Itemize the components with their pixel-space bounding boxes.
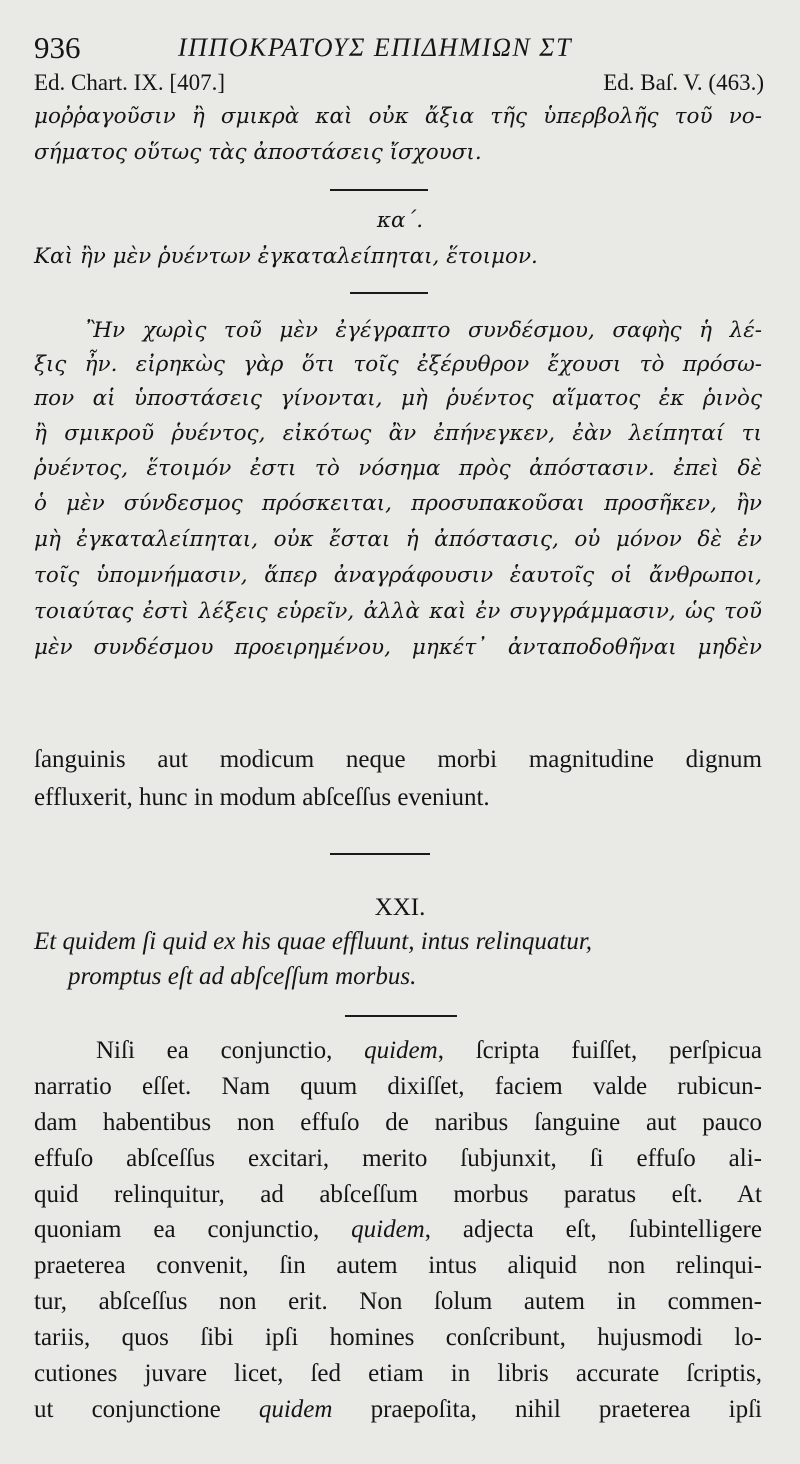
text-run: praeterea convenit, ſin autem intus aliquid non relinqui- (34, 1252, 762, 1279)
section-rule (330, 189, 428, 191)
running-head (34, 30, 764, 68)
latin-section-number: XXI. (374, 894, 426, 921)
running-title: ΙΠΠΟΚΡΑΤΟΥΣ ΕΠΙΔΗΜΙΩΝ ΣΤ (178, 33, 573, 62)
text-run: ut conjunctione (34, 1396, 259, 1423)
latin-commentary-line (34, 1288, 762, 1322)
edition-line (34, 70, 764, 100)
greek-commentary-line: τοῖς ὑπομνήμασιν, ἅπερ ἀναγράφουσιν ἑαυτοῖς οἱ ἄνθρωποι, (34, 563, 762, 588)
text-run: tariis, quos ſibi ipſi homines conſcribunt, hujusmodi lo- (34, 1324, 762, 1351)
greek-commentary-line: ὁ μὲν σύνδεσμος πρόσκειται, προσυπακοῦσαι προσῆκεν, ἢν (34, 491, 762, 516)
greek-aphorism: Καὶ ἢν μὲν ῥυέντων ἐγκαταλείπηται, ἕτοιμον. (34, 244, 538, 269)
greek-commentary-line: ῥυέντος, ἕτοιμόν ἐστι τὸ νόσημα πρὸς ἀπόστασιν. ἐπεὶ δὲ (34, 456, 762, 481)
latin-commentary-line (34, 1396, 762, 1430)
text-run: narratio eſſet. Nam quum dixiſſet, faciem valde rubicun- (34, 1073, 762, 1100)
italic-word: quidem (258, 1396, 333, 1423)
text-run: quid relinquitur, ad abſceſſum morbus paratus eſt. At (34, 1181, 762, 1208)
italic-word: quidem (351, 1216, 425, 1243)
text-run: cutiones juvare licet, ſed etiam in libris accurate ſcriptis, (34, 1360, 762, 1387)
text-run: effuſo abſceſſus excitari, merito ſubjunxit, ſi effuſo ali- (34, 1145, 762, 1172)
text-run: dam habentibus non effuſo de naribus ſanguine aut pauco (34, 1109, 762, 1136)
text-run: , ſcripta fuiſſet, perſpicua (437, 1037, 762, 1064)
latin-commentary-line (34, 1324, 762, 1358)
latin-commentary-line (96, 1037, 762, 1071)
greek-commentary-line: Ἢν χωρὶς τοῦ μὲν ἐγέγραπτο συνδέσμου, σαφὴς ἡ λέ- (86, 318, 762, 343)
latin-commentary-line (34, 1216, 762, 1250)
page-number: 936 (34, 30, 81, 65)
greek-commentary-line: πον αἱ ὑποστάσεις γίνονται, μὴ ῥυέντος αἵματος ἐκ ῥινὸς (34, 386, 762, 411)
latin-aphorism-line: promptus eſt ad abſceſſum morbus. (68, 963, 417, 990)
latin-commentary-line (34, 1109, 762, 1143)
greek-top-line: μοῤῥαγοῦσιν ἢ σμικρὰ καὶ οὐκ ἄξια τῆς ὑπερβολῆς τοῦ νο- (34, 104, 762, 129)
section-rule (350, 292, 428, 294)
edition-basel: Ed. Baſ. V. (463.) (603, 70, 764, 95)
latin-commentary-line (34, 1073, 762, 1107)
latin-top-line: effluxerit, hunc in modum abſceſſus eveniunt. (34, 784, 490, 811)
text-run: praepoſita, nihil praeterea ipſi (332, 1396, 762, 1423)
greek-commentary-line: ἢ σμικροῦ ῥυέντος, εἰκότως ἂν ἐπήνεγκεν, ἐὰν λείπηταί τι (34, 421, 762, 446)
greek-commentary-line: μὲν συνδέσμου προειρημένου, μηκέτ᾽ ἀνταποδοθῆναι μηδὲν (34, 635, 762, 660)
greek-commentary-line: μὴ ἐγκαταλείπηται, οὐκ ἔσται ἡ ἀπόστασις, οὐ μόνον δὲ ἐν (34, 527, 762, 552)
latin-commentary-line (34, 1145, 762, 1179)
text-run: Niſi ea conjunctio, (96, 1037, 365, 1064)
latin-commentary-line (34, 1252, 762, 1286)
edition-chartier: Ed. Chart. IX. [407.] (34, 70, 225, 95)
greek-section-number: κα΄. (376, 208, 424, 233)
latin-aphorism-line: Et quidem ſi quid ex his quae effluunt, intus relinquatur, (34, 928, 593, 955)
section-rule (330, 853, 430, 855)
latin-commentary-line (34, 1181, 762, 1215)
latin-top-line: ſanguinis aut modicum neque morbi magnitudine dignum (34, 746, 762, 773)
greek-commentary-line: τοιαύτας ἐστὶ λέξεις εὑρεῖν, ἀλλὰ καὶ ἐν συγγράμμασιν, ὡς τοῦ (34, 599, 762, 624)
greek-commentary-line: ξις ἦν. εἰρηκὼς γὰρ ὅτι τοῖς ἐξέρυθρον ἔχουσι τὸ πρόσω- (34, 352, 762, 377)
greek-top-line: σήματος οὕτως τὰς ἀποστάσεις ἴσχουσι. (34, 140, 482, 165)
text-run: , adjecta eſt, ſubintelligere (424, 1216, 762, 1243)
latin-commentary-line (34, 1360, 762, 1394)
italic-word: quidem (364, 1037, 438, 1064)
text-run: quoniam ea conjunctio, (34, 1216, 352, 1243)
section-rule (345, 1015, 457, 1017)
text-run: tur, abſceſſus non erit. Non ſolum autem in commen- (34, 1288, 762, 1315)
